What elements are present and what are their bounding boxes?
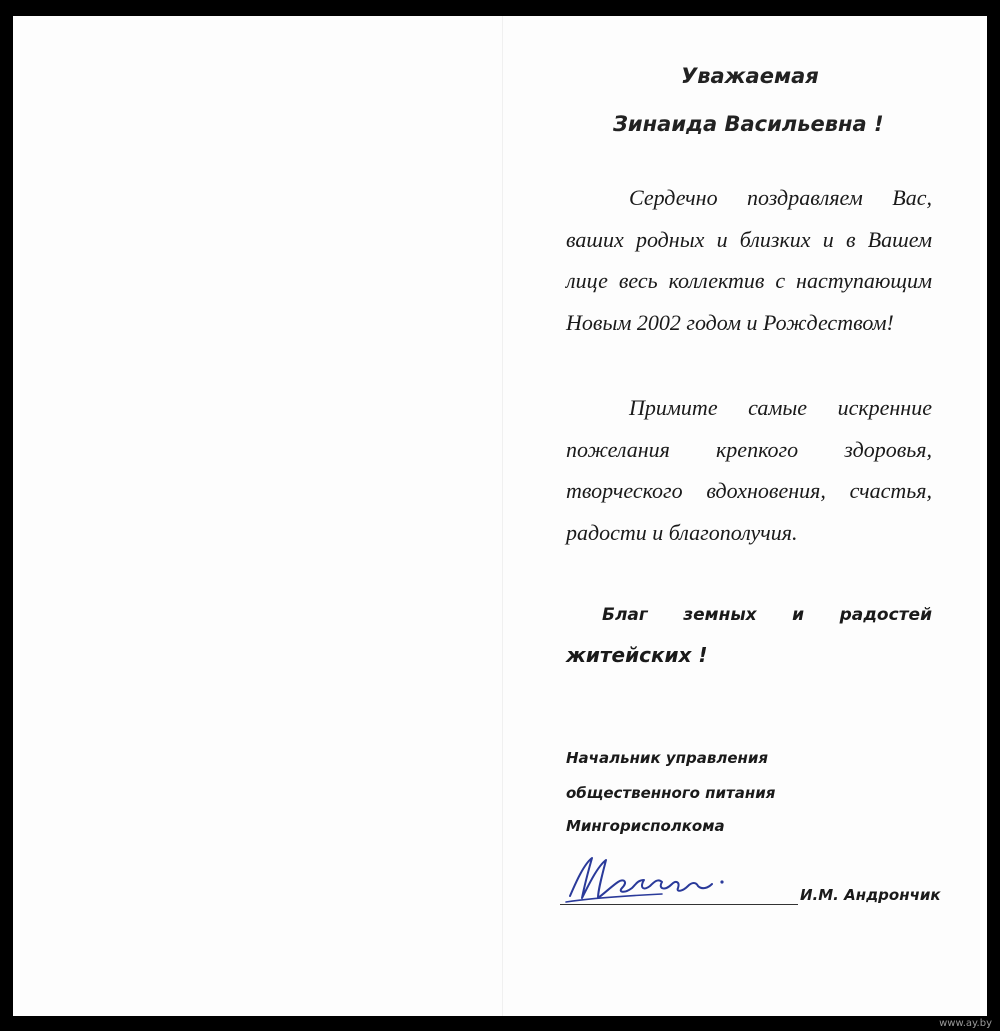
salutation-line-2: Зинаида Васильевна ! <box>613 112 884 136</box>
salutation-line-1: Уважаемая <box>681 64 819 88</box>
watermark: www.ay.by <box>939 1018 992 1029</box>
card-fold-line <box>502 16 503 1016</box>
signer-title-line-1: Начальник управления <box>566 749 769 767</box>
handwritten-signature <box>562 852 742 912</box>
signer-name: И.М. Андрончик <box>800 886 941 904</box>
signature-underline <box>560 904 798 905</box>
signer-title-line-3: Мингорисполкома <box>566 817 725 835</box>
closing-wish-part-2: житейских ! <box>566 643 708 667</box>
signer-title-line-2: общественного питания <box>566 784 776 802</box>
body-paragraph-2: Примите самые искренние пожелания крепкого здоровья, творческого вдохновения, счастья, радости и благополучия. <box>566 395 932 545</box>
closing-wish-part-1: Благ земных и радостей <box>602 605 932 625</box>
body-paragraph-1: Сердечно поздравляем Вас, ваших родных и близких и в Вашем лице весь коллектив с наступающим Новым 2002 годом и Рождеством! <box>566 185 932 335</box>
closing-wish <box>566 595 932 677</box>
